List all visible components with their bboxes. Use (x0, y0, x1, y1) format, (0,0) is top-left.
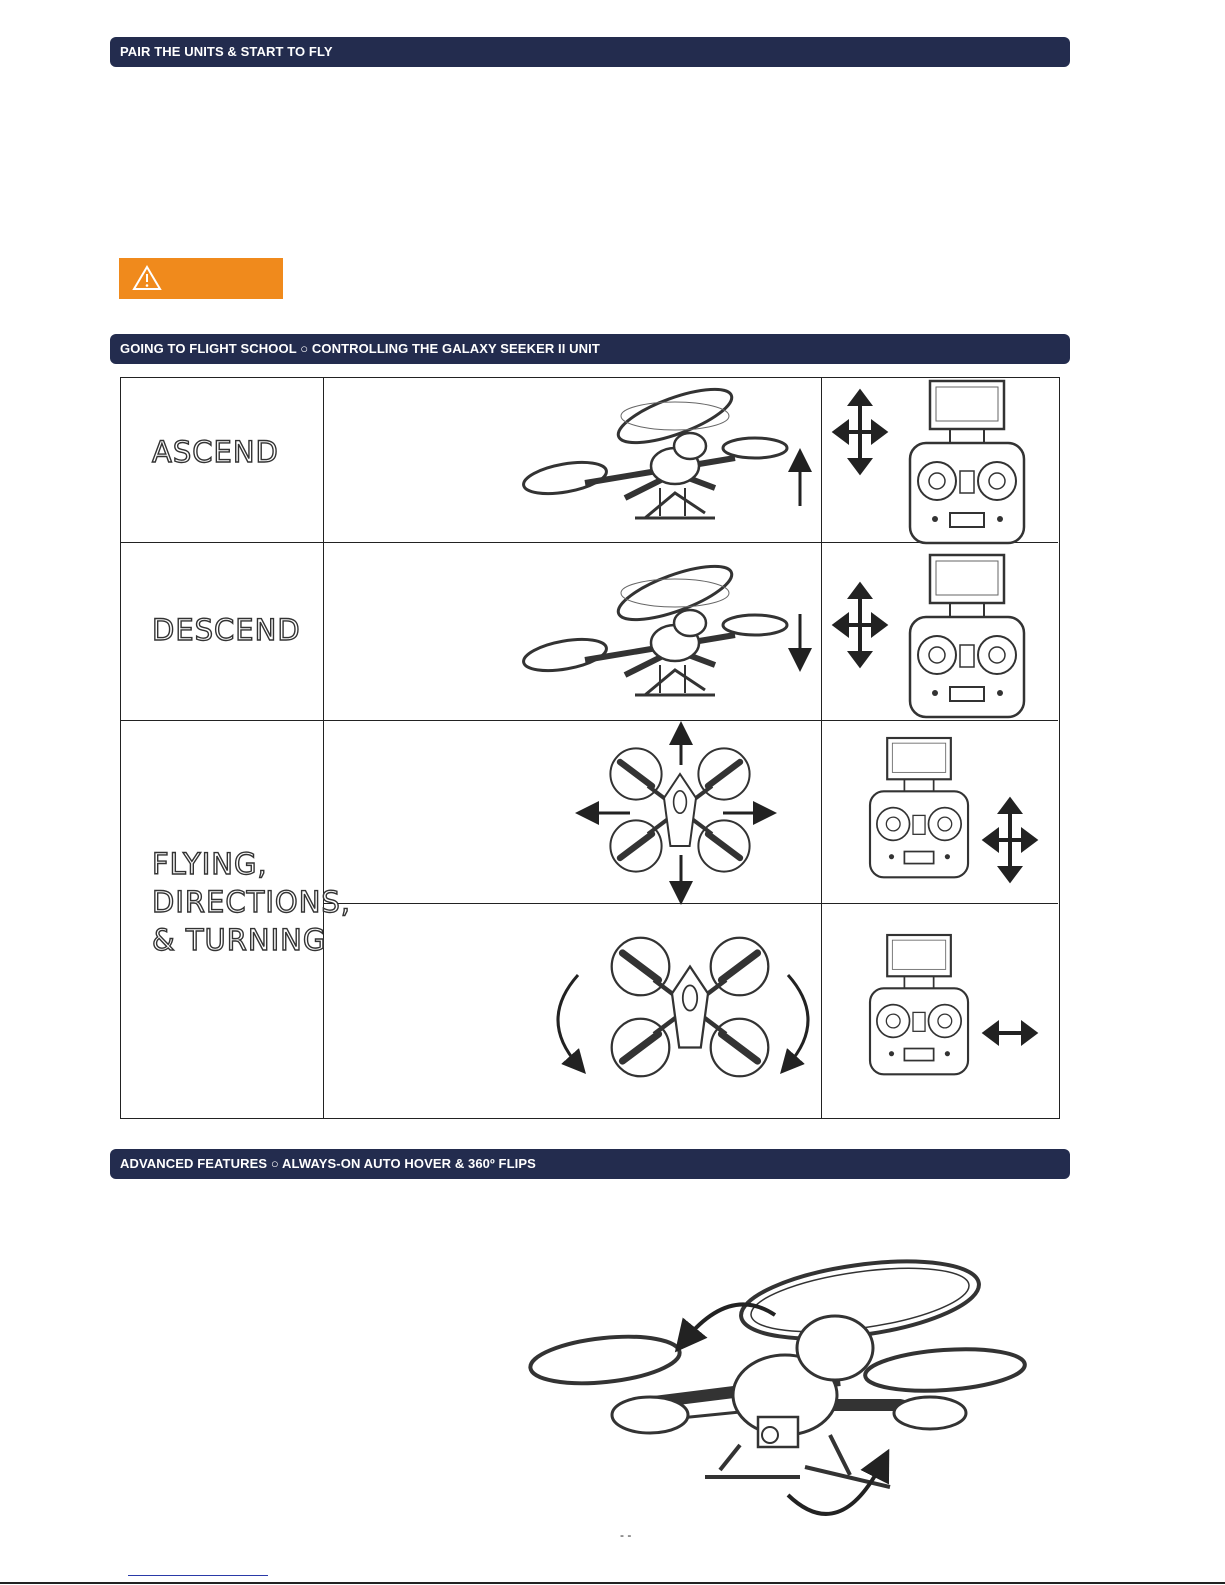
remote-controller-illustration (870, 738, 970, 898)
table-divider (821, 377, 822, 1119)
direction-arrows-icon (575, 725, 775, 905)
remote-controller-illustration (870, 935, 970, 1095)
stick-direction-icon (835, 585, 885, 665)
footnote-link-line (128, 1575, 268, 1576)
warning-triangle-icon (132, 265, 162, 291)
label-directions: DIRECTIONS, (152, 885, 352, 919)
label-ascend: ASCEND (152, 435, 279, 469)
remote-controller-illustration (910, 555, 1024, 717)
down-arrow-icon (790, 612, 810, 670)
drone-flip-illustration (520, 1245, 1040, 1535)
page-number: - - (620, 1528, 632, 1542)
drone-descend-illustration (525, 565, 795, 715)
section-header-pair: PAIR THE UNITS & START TO FLY (110, 37, 1070, 67)
label-descend: DESCEND (152, 613, 301, 647)
drone-ascend-illustration (525, 388, 795, 538)
label-flying: FLYING, (152, 847, 268, 881)
stick-direction-icon (985, 800, 1035, 880)
warning-banner (119, 258, 283, 299)
table-row-divider (120, 720, 1058, 721)
table-divider (323, 377, 324, 1119)
remote-controller-illustration (910, 381, 1024, 543)
up-arrow-icon (790, 450, 810, 508)
section-header-flight-school: GOING TO FLIGHT SCHOOL ○ CONTROLLING THE GALAXY SEEKER II UNIT (110, 334, 1070, 364)
horizontal-arrow-icon (985, 1020, 1035, 1046)
section-header-advanced: ADVANCED FEATURES ○ ALWAYS-ON AUTO HOVER & 360º FLIPS (110, 1149, 1070, 1179)
bottom-rule (0, 1582, 1225, 1584)
rotate-arrows-icon (548, 970, 818, 1070)
stick-direction-icon (835, 392, 885, 472)
label-turning: & TURNING (152, 923, 327, 957)
